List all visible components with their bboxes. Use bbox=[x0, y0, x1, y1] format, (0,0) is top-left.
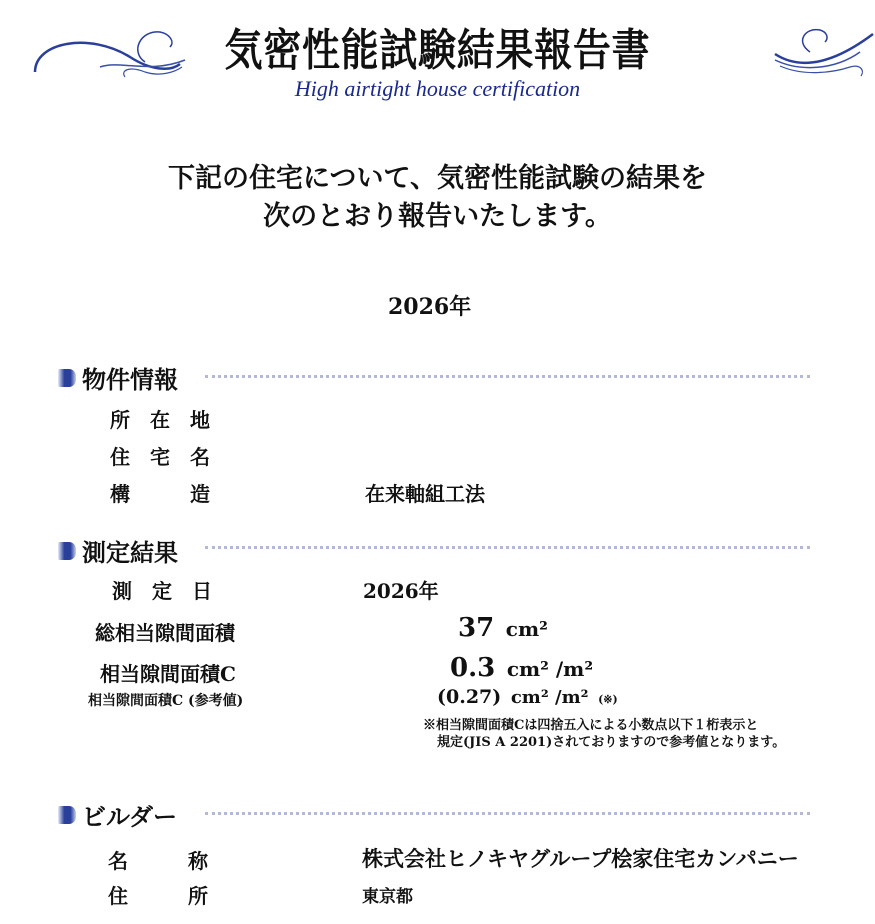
c-reference bbox=[437, 686, 618, 708]
total-gap-area-label: 総相当隙間面積 bbox=[95, 621, 235, 645]
intro-line-2: 次のとおり報告いたします。 bbox=[263, 201, 612, 232]
total-gap-area bbox=[458, 613, 548, 643]
c-value-number: 0.3 bbox=[450, 653, 496, 683]
c-reference-value: (0.27) bbox=[437, 686, 502, 708]
builder-address-value: 東京都 bbox=[362, 887, 413, 907]
section-header-property bbox=[58, 360, 178, 395]
c-value-label: 相当隙間面積C bbox=[100, 662, 236, 686]
builder-name-value: 株式会社ヒノキヤグループ桧家住宅カンパニー bbox=[362, 846, 799, 871]
section-divider bbox=[205, 546, 810, 549]
intro-text bbox=[0, 160, 875, 236]
builder-address-label: 住 所 bbox=[108, 884, 208, 908]
section-title-property: 物件情報 bbox=[82, 365, 178, 394]
property-location-label: 所 在 地 bbox=[110, 408, 210, 432]
c-value-note bbox=[423, 717, 785, 751]
property-structure-value: 在来軸組工法 bbox=[365, 482, 485, 506]
measurement-date-value: 2026年 bbox=[363, 579, 439, 603]
section-bullet-icon bbox=[58, 369, 76, 387]
section-title-builder: ビルダー bbox=[82, 802, 178, 831]
c-value bbox=[450, 653, 593, 683]
property-house-name-label: 住 宅 名 bbox=[110, 445, 210, 469]
intro-line-1: 下記の住宅について、気密性能試験の結果を bbox=[168, 163, 707, 194]
builder-name-label: 名 称 bbox=[108, 849, 208, 873]
section-bullet-icon bbox=[58, 806, 76, 824]
section-divider bbox=[205, 375, 810, 378]
document-subtitle: High airtight house certification bbox=[294, 76, 581, 101]
section-divider bbox=[205, 812, 810, 815]
document-title: 気密性能試験結果報告書 bbox=[224, 25, 651, 76]
note-line-1: ※相当隙間面積Cは四捨五入による小数点以下１桁表示と bbox=[423, 718, 759, 733]
section-header-results bbox=[58, 533, 178, 568]
c-value-unit: cm² /m² bbox=[506, 657, 594, 681]
total-gap-area-unit: cm² bbox=[505, 617, 548, 641]
note-line-2: 規定(JIS A 2201)されておりますので参考値となります。 bbox=[437, 735, 786, 750]
report-date: 2026年 bbox=[388, 294, 472, 320]
property-structure-label: 構 造 bbox=[110, 482, 210, 506]
c-reference-mark: (※) bbox=[598, 693, 618, 706]
total-gap-area-value: 37 bbox=[458, 613, 495, 643]
measurement-date-label: 測 定 日 bbox=[112, 579, 212, 603]
section-title-results: 測定結果 bbox=[82, 538, 178, 567]
c-reference-unit: cm² /m² bbox=[510, 687, 589, 708]
section-bullet-icon bbox=[58, 542, 76, 560]
section-header-builder bbox=[58, 797, 177, 832]
c-reference-label: 相当隙間面積C (参考値) bbox=[88, 693, 244, 709]
